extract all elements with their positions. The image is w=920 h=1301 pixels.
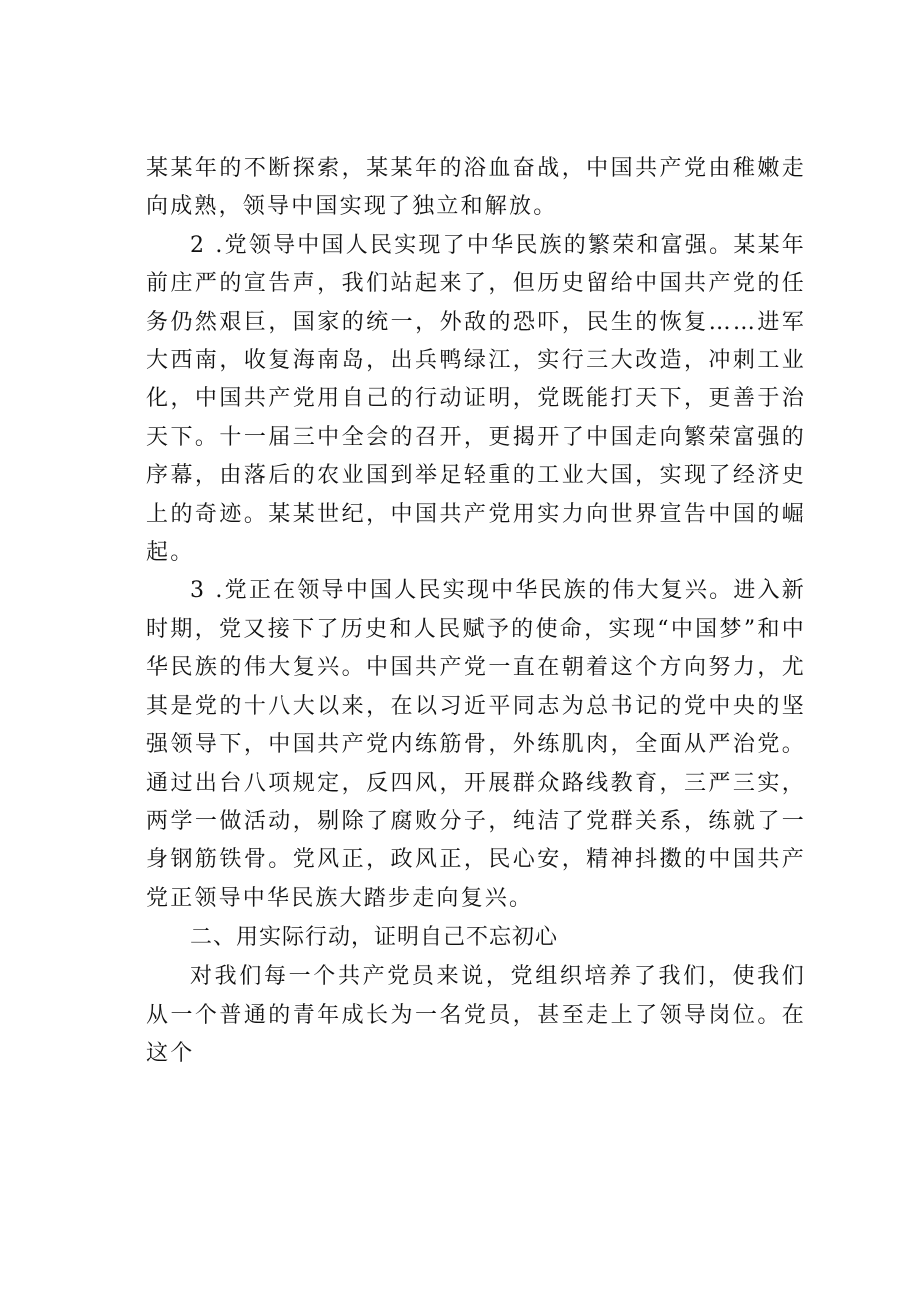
paragraph-party-members: 对我们每一个共产党员来说，党组织培养了我们，使我们从一个普通的青年成长为一名党员，甚至走上了领导岗位。在这个 xyxy=(146,964,806,1066)
paragraph-continuation: 某某年的不断探索，某某年的浴血奋战，中国共产党由稚嫩走向成熟，领导中国实现了独立和解放。 xyxy=(146,156,806,220)
paragraph-rejuvenation: 3 .党正在领导中国人民实现中华民族的伟大复兴。进入新时期，党又接下了历史和人民赋予的使命，实现“中国梦”和中华民族的伟大复兴。中国共产党一直在朝着这个方向努力，尤其是党的十八大以来，在以习近平同志为总书记的党中央的坚强领导下，中国共产党内练筋骨，外练肌肉，全面从严治党。通过出台八项规定，反四风，开展群众路线教育，三严三实，两学一做活动，剔除了腐败分子，纯洁了党群关系，练就了一身钢筋铁骨。党风正，政风正，民心安，精神抖擞的中国共产党正领导中华民族大踏步走向复兴。 xyxy=(146,578,806,911)
paragraph-prosperity: 2 .党领导中国人民实现了中华民族的繁荣和富强。某某年前庄严的宣告声，我们站起来了，但历史留给中国共产党的任务仍然艰巨，国家的统一，外敌的恐吓，民生的恢复……进军大西南，收复海南岛，出兵鸭绿江，实行三大改造，冲刺工业化，中国共产党用自己的行动证明，党既能打天下，更善于治天下。十一届三中全会的召开，更揭开了中国走向繁荣富强的序幕，由落后的农业国到举足轻重的工业大国，实现了经济史上的奇迹。某某世纪，中国共产党用实力向世界宣告中国的崛起。 xyxy=(146,232,806,566)
document-body xyxy=(146,150,806,1073)
section-heading: 二、用实际行动，证明自己不忘初心 xyxy=(190,925,559,951)
